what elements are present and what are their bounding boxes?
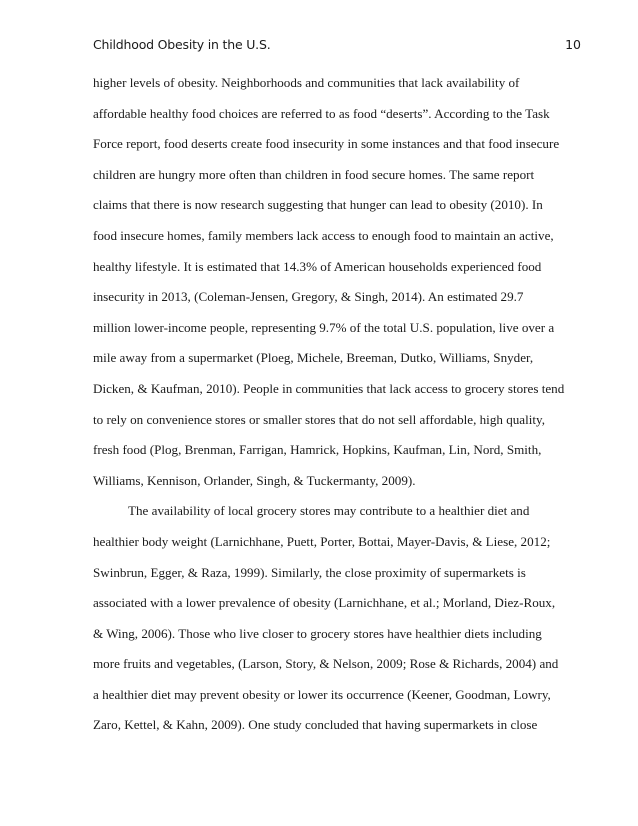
text-line: claims that there is now research suggesting that hunger can lead to obesity (2010). In: [93, 197, 543, 213]
text-line: Zaro, Kettel, & Kahn, 2009). One study concluded that having supermarkets in close: [93, 717, 538, 733]
text-line: insecurity in 2013, (Coleman-Jensen, Gregory, & Singh, 2014). An estimated 29.7: [93, 289, 524, 305]
text-line: affordable healthy food choices are referred to as food “deserts”. According to the Task: [93, 105, 550, 121]
body-text: [93, 68, 565, 741]
text-line: children are hungry more often than children in food secure homes. The same report: [93, 166, 535, 182]
text-line: million lower-income people, representing 9.7% of the total U.S. population, live over a: [93, 319, 555, 335]
page-number: 10: [565, 37, 581, 52]
running-head: [93, 37, 581, 57]
text-line: Swinbrun, Egger, & Raza, 1999). Similarly, the close proximity of supermarkets is: [93, 564, 526, 580]
text-line: Dicken, & Kaufman, 2010). People in communities that lack access to grocery stores tend: [93, 380, 565, 396]
paragraph-1: [93, 68, 565, 496]
paragraph-2: [93, 496, 559, 741]
text-line: a healthier diet may prevent obesity or lower its occurrence (Keener, Goodman, Lowry,: [93, 686, 551, 702]
text-line: fresh food (Plog, Brenman, Farrigan, Hamrick, Hopkins, Kaufman, Lin, Nord, Smith,: [93, 442, 542, 458]
text-line: more fruits and vegetables, (Larson, Story, & Nelson, 2009; Rose & Richards, 2004) and: [93, 656, 559, 672]
text-line: & Wing, 2006). Those who live closer to grocery stores have healthier diets including: [93, 625, 542, 641]
running-head-title: Childhood Obesity in the U.S.: [93, 37, 271, 52]
text-line: The availability of local grocery stores may contribute to a healthier diet and: [128, 503, 530, 519]
text-line: Williams, Kennison, Orlander, Singh, & Tuckermanty, 2009).: [93, 472, 416, 488]
text-line: mile away from a supermarket (Ploeg, Michele, Breeman, Dutko, Williams, Snyder,: [93, 350, 534, 366]
text-line: higher levels of obesity. Neighborhoods and communities that lack availability of: [93, 75, 520, 90]
text-line: healthier body weight (Larnichhane, Puett, Porter, Bottai, Mayer-Davis, & Liese, 2012;: [93, 533, 551, 549]
text-line: associated with a lower prevalence of obesity (Larnichhane, et al.; Morland, Diez-Roux,: [93, 595, 556, 611]
text-line: healthy lifestyle. It is estimated that 14.3% of American households experienced food: [93, 258, 542, 274]
text-line: food insecure homes, family members lack access to enough food to maintain an active,: [93, 227, 554, 243]
text-line: Force report, food deserts create food insecurity in some instances and that food insecure: [93, 136, 560, 152]
text-line: to rely on convenience stores or smaller stores that do not sell affordable, high quality,: [93, 411, 545, 427]
